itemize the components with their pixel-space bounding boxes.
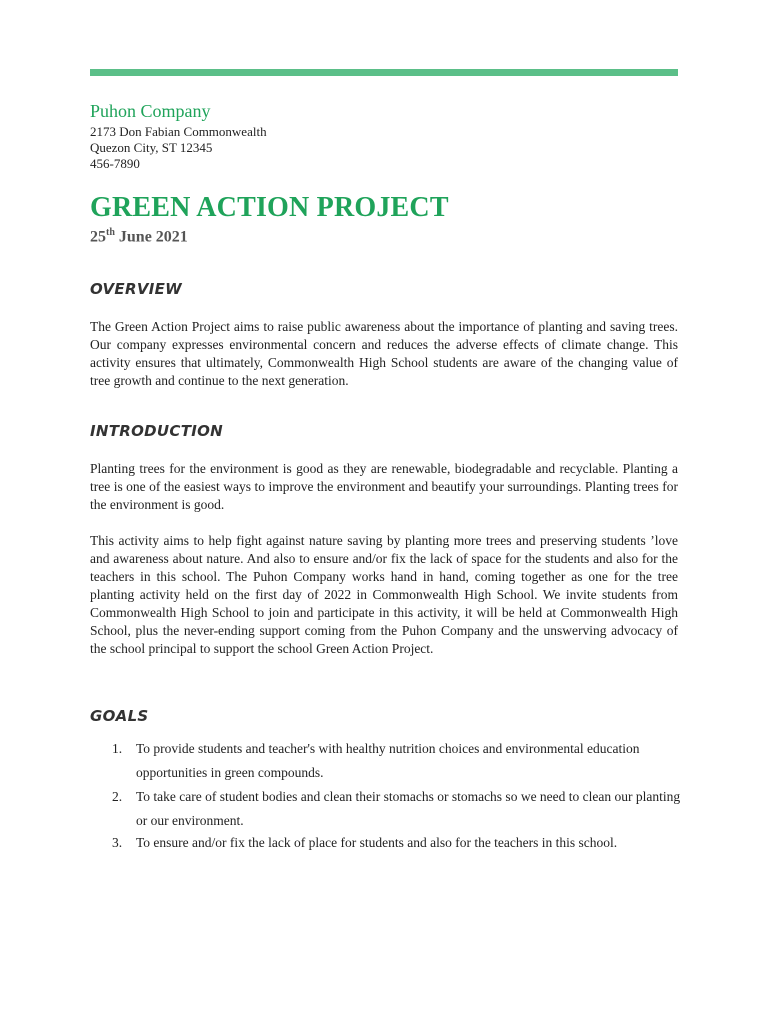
address-line-1: 2173 Don Fabian Commonwealth (90, 124, 267, 139)
overview-heading: OVERVIEW (90, 280, 183, 298)
document-title: GREEN ACTION PROJECT (90, 192, 449, 223)
document-date (90, 227, 188, 246)
header-rule (90, 69, 678, 76)
goal-item: To take care of student bodies and clean their stomachs or stomachs so we need to clean our planting or our environment. (136, 789, 681, 828)
goal-item: To ensure and/or fix the lack of place for students and also for the teachers in this school. (136, 835, 618, 850)
goal-number: 1. (112, 741, 123, 756)
introduction-paragraph-2: This activity aims to help fight against nature saving by planting more trees and preserving students ’love and awareness about nature. And also to ensure and/or fix the lack of space for the students and also for the teachers in this school. The Puhon Company works hand in hand, coming together as one for the tree planting activity held on the first day of 2022 in Commonwealth High School. We invite students from Commonwealth High School to join and participate in this activity, it will be held at Commonwealth High School, plus the never-ending support coming from the Puhon Company and the unswerving advocacy of the school principal to support the school Green Action Project. (90, 533, 678, 656)
overview-paragraph: The Green Action Project aims to raise public awareness about the importance of planting and saving trees. Our company expresses environmental concern and reduces the adverse effects of climate change. This activity ensures that ultimately, Commonwealth High School students are aware of the changing value of tree growth and continue to the next generation. (90, 319, 678, 388)
company-name: Puhon Company (90, 101, 211, 121)
introduction-paragraph-1: Planting trees for the environment is good as they are renewable, biodegradable and recyclable. Planting a tree is one of the easiest ways to improve the environment and beautify your surroundings. Planting trees for the environment is good. (90, 461, 678, 512)
goal-number: 3. (112, 835, 123, 850)
date-rest: June 2021 (114, 228, 188, 246)
goal-item: To provide students and teacher's with healthy nutrition choices and environmental education opportunities in green compounds. (136, 741, 640, 780)
goal-number: 2. (112, 789, 123, 804)
date-day: 25 (90, 228, 106, 246)
goals-heading: GOALS (90, 707, 149, 725)
address-line-2: Quezon City, ST 12345 (90, 140, 213, 155)
date-suffix: th (106, 227, 115, 238)
phone-number: 456-7890 (90, 156, 140, 171)
introduction-heading: INTRODUCTION (90, 422, 224, 440)
